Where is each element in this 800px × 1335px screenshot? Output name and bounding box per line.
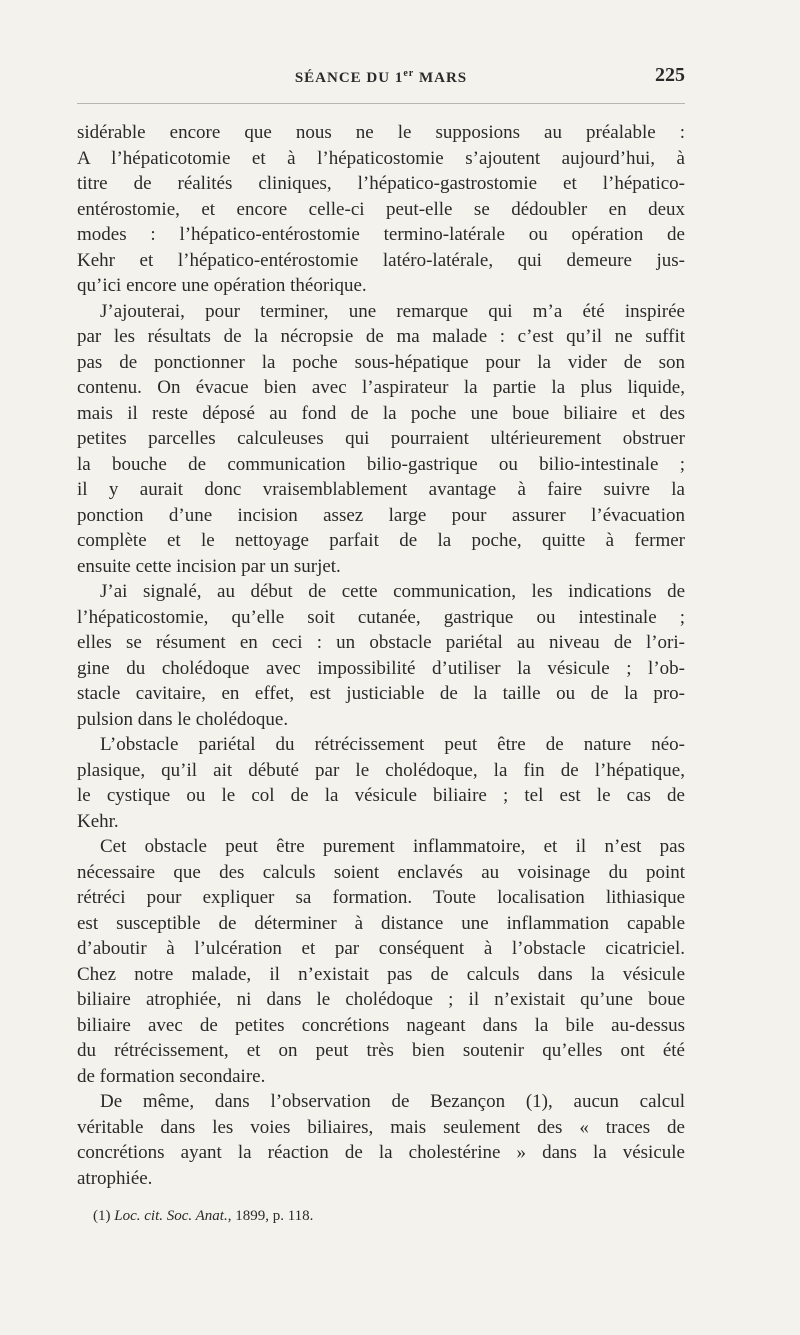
text-line: pas de ponctionner la poche sous-hépatique pour la vider de son xyxy=(77,351,685,373)
text-line: sidérable encore que nous ne le supposions au préalable : xyxy=(77,122,685,143)
text-line: complète et le nettoyage parfait de la poche, quitte à fermer xyxy=(77,530,685,551)
text-line: nécessaire que des calculs soient enclavés au voisinage du point xyxy=(77,861,685,883)
text-line: est susceptible de déterminer à distance une inflammation capable xyxy=(77,912,685,934)
text-line: d’aboutir à l’ulcération et par conséquent à l’obstacle cicatriciel. xyxy=(77,938,685,959)
text-line: gine du cholédoque avec impossibilité d’utiliser la vésicule ; l’ob- xyxy=(77,657,685,679)
text-line: contenu. On évacue bien avec l’aspirateur la partie la plus liquide, xyxy=(77,377,685,398)
text-line: pulsion dans le cholédoque. xyxy=(77,708,289,730)
text-line: stacle cavitaire, en effet, est justiciable de la taille ou de la pro- xyxy=(77,683,685,704)
running-title-tail: MARS xyxy=(414,70,468,86)
text-line: entérostomie, et encore celle-ci peut-elle se dédoubler en deux xyxy=(77,198,685,220)
text-line: mais il reste déposé au fond de la poche une boue biliaire et des xyxy=(77,402,685,424)
text-line: atrophiée. xyxy=(77,1167,153,1189)
text-line: l’hépaticostomie, qu’elle soit cutanée, gastrique ou intestinale ; xyxy=(77,606,685,628)
footnote-reference: Loc. cit. Soc. Anat. xyxy=(114,1208,228,1224)
footnote xyxy=(93,1208,313,1225)
running-title-sup: er xyxy=(403,68,415,79)
text-line: du rétrécissement, et on peut très bien soutenir qu’elles ont été xyxy=(77,1040,685,1061)
text-line: ponction d’une incision assez large pour assurer l’évacuation xyxy=(77,504,685,526)
text-line: Cet obstacle peut être purement inflammatoire, et il n’est pas xyxy=(100,836,685,857)
text-line: biliaire avec de petites concrétions nageant dans la bile au-dessus xyxy=(77,1014,685,1036)
page-number: 225 xyxy=(655,64,685,86)
running-title-main: SÉANCE DU 1 xyxy=(294,70,404,86)
text-line: le cystique ou le col de la vésicule biliaire ; tel est le cas de xyxy=(77,785,685,806)
text-line: J’ajouterai, pour terminer, une remarque qui m’a été inspirée xyxy=(100,300,685,322)
text-line: biliaire atrophiée, ni dans le cholédoque ; il n’existait qu’une boue xyxy=(77,989,685,1010)
text-line: ensuite cette incision par un surjet. xyxy=(77,555,341,577)
footnote-marker: (1) xyxy=(93,1208,115,1224)
text-line: L’obstacle pariétal du rétrécissement peut être de nature néo- xyxy=(100,734,685,755)
text-line: par les résultats de la nécropsie de ma malade : c’est qu’il ne suffit xyxy=(77,326,685,347)
text-line: de formation secondaire. xyxy=(77,1065,266,1087)
text-line: qu’ici encore une opération théorique. xyxy=(77,275,367,296)
text-line: Chez notre malade, il n’existait pas de calculs dans la vésicule xyxy=(77,963,685,985)
text-line: A l’hépaticotomie et à l’hépaticostomie s’ajoutent aujourd’hui, à xyxy=(77,147,685,169)
text-line: concrétions ayant la réaction de la cholestérine » dans la vésicule xyxy=(77,1142,685,1163)
running-title xyxy=(77,68,685,87)
text-line: elles se résument en ceci : un obstacle pariétal au niveau de l’ori- xyxy=(77,632,685,653)
text-line: titre de réalités cliniques, l’hépatico-gastrostomie et l’hépatico- xyxy=(77,173,685,194)
header-rule xyxy=(77,103,685,104)
text-line: modes : l’hépatico-entérostomie termino-latérale ou opération de xyxy=(77,224,685,245)
text-line: rétréci pour expliquer sa formation. Toute localisation lithiasique xyxy=(77,887,685,908)
page-header xyxy=(77,64,685,94)
text-line: J’ai signalé, au début de cette communication, les indications de xyxy=(100,581,685,602)
text-line: Kehr. xyxy=(77,810,119,832)
footnote-rest: , 1899, p. 118. xyxy=(227,1208,314,1224)
text-line: plasique, qu’il ait débuté par le cholédoque, la fin de l’hépatique, xyxy=(77,759,685,781)
text-line: Kehr et l’hépatico-entérostomie latéro-latérale, qui demeure jus- xyxy=(77,249,685,271)
text-line: petites parcelles calculeuses qui pourraient ultérieurement obstruer xyxy=(77,428,685,449)
text-line: De même, dans l’observation de Bezançon (1), aucun calcul xyxy=(100,1091,685,1112)
text-line: il y aurait donc vraisemblablement avantage à faire suivre la xyxy=(77,479,685,500)
text-line: véritable dans les voies biliaires, mais seulement des « traces de xyxy=(77,1116,685,1138)
body-text xyxy=(77,120,685,1191)
text-line: la bouche de communication bilio-gastrique ou bilio-intestinale ; xyxy=(77,453,685,475)
